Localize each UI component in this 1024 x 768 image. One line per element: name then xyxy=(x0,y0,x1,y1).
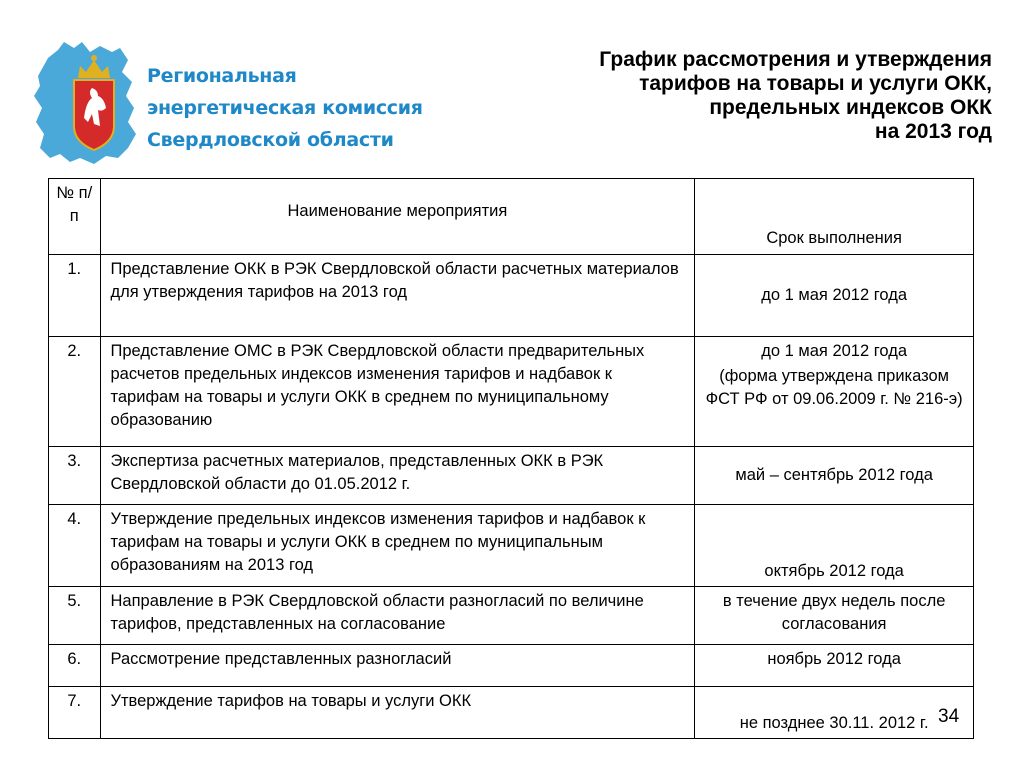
row-num: 5. xyxy=(49,587,101,645)
table-row xyxy=(49,447,974,505)
row-num: 6. xyxy=(49,645,101,687)
row-name: Представление ОКК в РЭК Свердловской области расчетных материалов для утверждения тарифов на 2013 год xyxy=(100,255,695,337)
row-deadline: в течение двух недель после согласования xyxy=(695,587,974,645)
row-name: Утверждение тарифов на товары и услуги ОКК xyxy=(100,687,695,739)
org-line: энергетическая комиссия xyxy=(147,97,423,119)
row-num: 1. xyxy=(49,255,101,337)
rek-logo xyxy=(30,38,430,168)
title-line: предельных индексов ОКК xyxy=(709,96,992,119)
title-line: тарифов на товары и услуги ОКК, xyxy=(639,72,992,95)
row-name: Направление в РЭК Свердловской области разногласий по величине тарифов, представленных на согласование xyxy=(100,587,695,645)
table-row xyxy=(49,337,974,447)
row-deadline: до 1 мая 2012 года xyxy=(761,342,908,360)
row-deadline: октябрь 2012 года xyxy=(695,505,974,587)
row-deadline: май – сентябрь 2012 года xyxy=(695,447,974,505)
title-line: График рассмотрения и утверждения xyxy=(599,48,992,71)
table-row xyxy=(49,687,974,739)
page-title xyxy=(472,48,992,144)
table-row xyxy=(49,645,974,687)
sverdlovsk-region-emblem-icon xyxy=(30,38,145,168)
row-num: 7. xyxy=(49,687,101,739)
schedule-table xyxy=(48,178,974,739)
row-num: 2. xyxy=(49,337,101,447)
table-row xyxy=(49,505,974,587)
title-line: на 2013 год xyxy=(874,120,992,143)
header-num: № п/п xyxy=(49,179,101,255)
page-number: 34 xyxy=(938,706,960,727)
row-deadline: до 1 мая 2012 года xyxy=(695,255,974,337)
org-line: Свердловской области xyxy=(147,129,394,151)
org-line: Региональная xyxy=(147,65,297,87)
org-name xyxy=(147,60,423,156)
row-name: Утверждение предельных индексов изменения тарифов и надбавок к тарифам на товары и услуги ОКК в среднем по муниципальным образованиям на 2013 год xyxy=(100,505,695,587)
table-header-row xyxy=(49,179,974,255)
row-name: Представление ОМС в РЭК Свердловской области предварительных расчетов предельных индексов изменения тарифов и надбавок к тарифам на товары и услуги ОКК в среднем по муниципальному образованию xyxy=(100,337,695,447)
row-num: 3. xyxy=(49,447,101,505)
row-name: Рассмотрение представленных разногласий xyxy=(100,645,695,687)
header-deadline: Срок выполнения xyxy=(695,179,974,255)
row-deadline: ноябрь 2012 года xyxy=(695,645,974,687)
header-name: Наименование мероприятия xyxy=(100,179,695,255)
row-deadline-note: (форма утверждена приказом ФСТ РФ от 09.06.2009 г. № 216-э) xyxy=(705,367,963,408)
row-num: 4. xyxy=(49,505,101,587)
row-deadline-cell xyxy=(695,337,974,447)
table-row xyxy=(49,587,974,645)
table-row xyxy=(49,255,974,337)
row-name: Экспертиза расчетных материалов, представленных ОКК в РЭК Свердловской области до 01.05.2012 г. xyxy=(100,447,695,505)
row-deadline: не позднее 30.11. 2012 г. xyxy=(695,687,974,739)
